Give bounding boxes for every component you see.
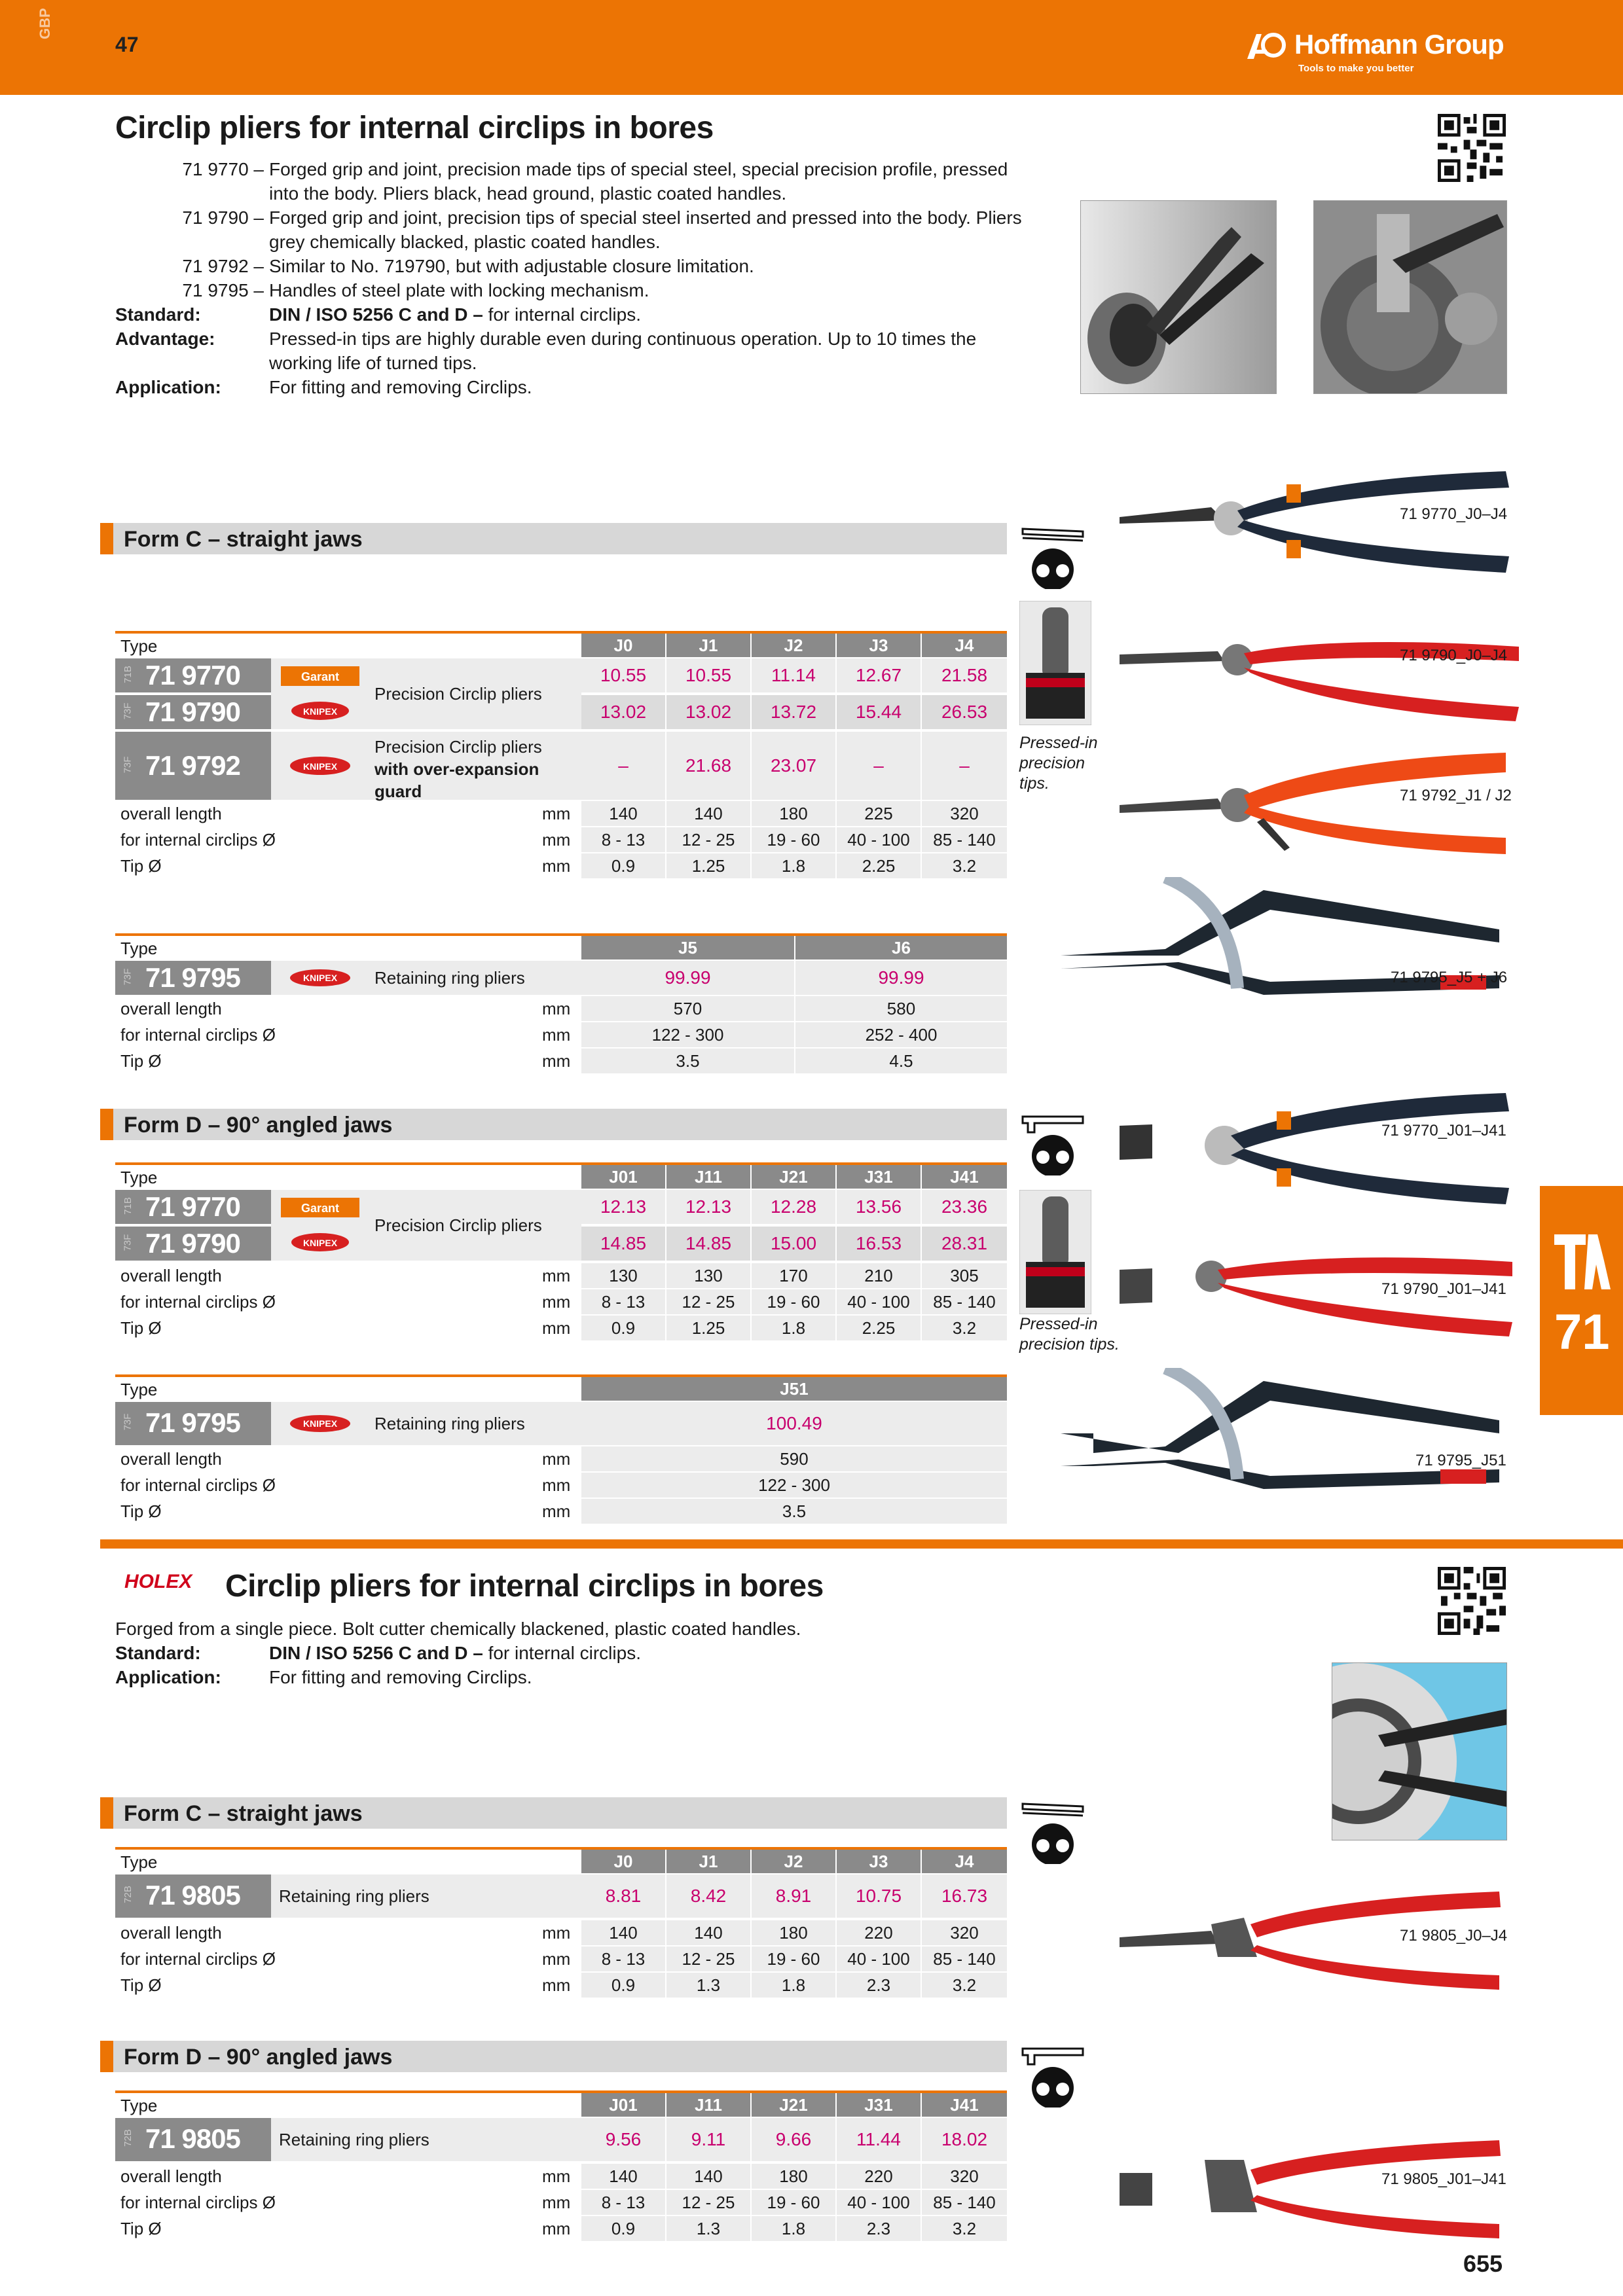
standard-suffix: for internal circlips. bbox=[488, 304, 641, 325]
article-number-719770[interactable]: 71B 71 9770 bbox=[115, 658, 271, 692]
article-number-719790[interactable]: 73F 71 9790 bbox=[115, 695, 271, 729]
hoffmann-logo-icon bbox=[1247, 30, 1288, 60]
standard-label: Standard: bbox=[115, 1643, 201, 1663]
pliers-in-ring-image bbox=[1332, 1663, 1507, 1840]
article-number-719795[interactable]: 73F 71 9795 bbox=[115, 961, 271, 995]
product-row-group: 71B 71 9770 73F 71 9790 Garant KNIPEX Precision Circlip pliers 10.55 10.55 11.14 12.67 21.58 13.02 13.02 13.72 15.44 26.53 bbox=[115, 657, 1007, 730]
article-number-719770[interactable]: 71B 71 9770 bbox=[115, 1190, 271, 1224]
section2-title: Circlip pliers for internal circlips in bores bbox=[225, 1569, 824, 1604]
section2-description bbox=[115, 1617, 1038, 1689]
article-number-719795[interactable]: 73F 71 9795 bbox=[115, 1402, 271, 1445]
type-header-row: Type J0 J1 J2 J3 J4 bbox=[115, 631, 1007, 657]
angled-jaws-icon bbox=[1020, 1110, 1085, 1175]
article-number-719790[interactable]: 73F 71 9790 bbox=[115, 1227, 271, 1261]
application-text: For fitting and removing Circlips. bbox=[269, 377, 532, 397]
standard-label: Standard: bbox=[115, 304, 201, 325]
item-text: Similar to No. 719790, but with adjustable closure limitation. bbox=[269, 256, 754, 276]
pliers-on-gear-image bbox=[1314, 201, 1507, 394]
svg-text:KNIPEX: KNIPEX bbox=[302, 706, 338, 717]
section-divider bbox=[100, 1539, 1623, 1549]
spec-row-length: overall length mm 140 140 180 225 320 bbox=[115, 801, 1007, 826]
form-c-table bbox=[115, 631, 1007, 901]
product-photo-gear bbox=[1313, 200, 1507, 394]
section1-description bbox=[115, 157, 1038, 399]
pliers-in-bore-image bbox=[1081, 201, 1277, 394]
svg-text:Garant: Garant bbox=[301, 670, 340, 683]
form-c2-table: Type J0 J1 J2 J3 J4 72B 71 9805 Retaining ring pliers 8.81 8.42 8.91 10.75 16.73 overall length mm 140 140 180 220 320 for internal circlips Ø mm 8 - 13 12 - 25 19 - 60 40 - 100 85 - 140 Tip Ø mm 0.9 1.3 1.8 2.3 3.2 bbox=[115, 1847, 1007, 1999]
caption-719792-j1-j2: 71 9792_J1 / J2 bbox=[1400, 787, 1512, 804]
caption-719770-j0-j4: 71 9770_J0–J4 bbox=[1400, 505, 1508, 523]
pliers-719805-angled-image bbox=[1113, 2134, 1506, 2245]
article-number-719792[interactable]: 73F 71 9792 bbox=[115, 732, 271, 800]
spec-row-tip: Tip Ø mm 0.9 1.25 1.8 2.25 3.2 bbox=[115, 853, 1007, 878]
svg-text:Garant: Garant bbox=[301, 1202, 340, 1215]
article-number-719805[interactable]: 72B 71 9805 bbox=[115, 1874, 271, 1918]
pliers-719795-angled-image bbox=[1048, 1368, 1506, 1505]
caption-719795-j51: 71 9795_J51 bbox=[1415, 1452, 1506, 1469]
holex-usage-photo bbox=[1332, 1662, 1507, 1840]
form-d2-title: Form D – 90° angled jaws bbox=[124, 2045, 393, 2070]
knipex-logo-icon bbox=[284, 753, 356, 779]
caption-719790-j0-j4: 71 9790_J0–J4 bbox=[1400, 647, 1508, 664]
form-c-header bbox=[100, 523, 1007, 554]
form-c2-title: Form C – straight jaws bbox=[124, 1801, 363, 1826]
item-code: 71 9770 – bbox=[182, 159, 264, 179]
straight-jaws-icon bbox=[1020, 524, 1085, 589]
item-code: 71 9792 – bbox=[182, 256, 264, 276]
intro-text: Forged from a single piece. Bolt cutter chemically blackened, plastic coated handles. bbox=[115, 1619, 801, 1639]
item-text: Handles of steel plate with locking mechanism. bbox=[269, 280, 649, 300]
form-d2-header bbox=[100, 2041, 1007, 2072]
caption-719805-j01-j41: 71 9805_J01–J41 bbox=[1381, 2170, 1506, 2188]
product-row-719792: 73F 71 9792 KNIPEX Precision Circlip pliers with over-expansion guard – 21.68 23.07 – – bbox=[115, 732, 1007, 800]
caption-719805-j0-j4: 71 9805_J0–J4 bbox=[1400, 1927, 1508, 1945]
item-text: Forged grip and joint, precision made tips of special steel, special precision profile, pressed into the body. Pliers black, head ground, plastic coated handles. bbox=[269, 159, 1008, 204]
garant-knipex-logos-icon bbox=[274, 1193, 366, 1258]
form-d-title: Form D – 90° angled jaws bbox=[124, 1113, 393, 1138]
svg-text:KNIPEX: KNIPEX bbox=[302, 761, 338, 772]
application-label: Application: bbox=[115, 1667, 221, 1687]
tip-closeup-image-2 bbox=[1019, 1190, 1091, 1314]
brand-name: Hoffmann Group bbox=[1294, 29, 1504, 60]
knipex-logo bbox=[271, 1402, 369, 1445]
caption-719790-j01-j41: 71 9790_J01–J41 bbox=[1381, 1280, 1506, 1298]
section1-title: Circlip pliers for internal circlips in bores bbox=[115, 111, 714, 145]
garant-knipex-logos-icon bbox=[274, 661, 366, 726]
pliers-719770-angled-image bbox=[1113, 1086, 1519, 1211]
form-d-header bbox=[100, 1109, 1007, 1140]
advantage-text: Pressed-in tips are highly durable even during continuous operation. Up to 10 times the working life of turned tips. bbox=[269, 329, 977, 373]
form-d-table: Type J01 J11 J21 J31 J41 71B 71 9770 73F 71 9790 Garant KNIPEX Precision Circlip pliers 12.13 12.13 12.28 13.56 23.36 14.85 14.85 15.00 16.53 28.31 overall length mm 130 130 170 210 305 for internal circlips Ø mm 8 - 13 12 - 25 19 - 60 40 - 100 85 - 140 Tip Ø mm 0.9 1.25 1.8 2.25 3.2 bbox=[115, 1162, 1007, 1343]
application-label: Application: bbox=[115, 377, 221, 397]
holex-brand: HOLEX bbox=[124, 1571, 192, 1592]
product-photo-straight bbox=[1080, 200, 1277, 394]
brand-logos bbox=[271, 658, 369, 729]
form-d2-table: Type J01 J11 J21 J31 J41 72B 71 9805 Retaining ring pliers 9.56 9.11 9.66 11.44 18.02 overall length mm 140 140 180 220 320 for internal circlips Ø mm 8 - 13 12 - 25 19 - 60 40 - 100 85 - 140 Tip Ø mm 0.9 1.3 1.8 2.3 3.2 bbox=[115, 2090, 1007, 2242]
form-c2-header bbox=[100, 1797, 1007, 1829]
standard-value: DIN / ISO 5256 C and D – bbox=[269, 304, 483, 325]
item-code: 71 9795 – bbox=[182, 280, 264, 300]
straight-jaws-icon bbox=[1020, 1799, 1085, 1864]
standard-suffix: for internal circlips. bbox=[488, 1643, 641, 1663]
svg-text:KNIPEX: KNIPEX bbox=[302, 973, 338, 983]
article-number-719805[interactable]: 72B 71 9805 bbox=[115, 2118, 271, 2161]
brand-tagline: Tools to make you better bbox=[1298, 63, 1414, 74]
form-c-title: Form C – straight jaws bbox=[124, 527, 363, 552]
svg-text:KNIPEX: KNIPEX bbox=[302, 1238, 338, 1248]
item-code: 71 9790 – bbox=[182, 207, 264, 228]
pressed-in-note-2: Pressed-in precision tips. bbox=[1019, 1315, 1120, 1354]
qr-code-icon[interactable] bbox=[1438, 114, 1506, 182]
form-c-retaining-table: Type J5 J6 73F 71 9795 KNIPEX Retaining ring pliers 99.99 99.99 overall length mm 570 580 for internal circlips Ø mm 122 - 300 252 - 400 Tip Ø mm 3.5 4.5 bbox=[115, 933, 1007, 1076]
knipex-logo-icon bbox=[284, 1412, 356, 1435]
top-page-number: 47 bbox=[115, 33, 139, 56]
standard-value: DIN / ISO 5256 C and D – bbox=[269, 1643, 483, 1663]
chapter-number: 71 bbox=[1554, 1304, 1610, 1360]
pliers-719795-image bbox=[1048, 877, 1506, 1014]
chapter-tab[interactable] bbox=[1540, 1186, 1623, 1415]
application-text: For fitting and removing Circlips. bbox=[269, 1667, 532, 1687]
svg-text:KNIPEX: KNIPEX bbox=[302, 1418, 338, 1429]
knipex-logo-icon bbox=[284, 966, 356, 990]
pliers-chapter-icon bbox=[1552, 1228, 1612, 1293]
advantage-label: Advantage: bbox=[115, 329, 215, 349]
side-code: GBP bbox=[37, 8, 53, 39]
form-d-retaining-table: Type J51 73F 71 9795 KNIPEX Retaining ring pliers 100.49 overall length mm 590 for internal circlips Ø mm 122 - 300 Tip Ø mm 3.5 bbox=[115, 1374, 1007, 1526]
caption-719795-j5-j6: 71 9795_J5 + J6 bbox=[1391, 969, 1508, 986]
angled-jaws-icon bbox=[1020, 2042, 1085, 2108]
tip-closeup-image bbox=[1019, 601, 1091, 725]
pliers-719790-image bbox=[1120, 615, 1525, 733]
caption-719770-j01-j41: 71 9770_J01–J41 bbox=[1381, 1122, 1506, 1139]
page-number: 655 bbox=[1463, 2250, 1503, 2277]
brand-logos bbox=[271, 1190, 369, 1261]
qr-code-icon[interactable] bbox=[1438, 1567, 1506, 1635]
knipex-logo bbox=[271, 961, 369, 995]
item-text: Forged grip and joint, precision tips of special steel inserted and pressed into the body. Pliers grey chemically blacked, plastic coated handles. bbox=[269, 207, 1022, 252]
knipex-logo bbox=[271, 732, 369, 800]
brand-logo bbox=[1247, 26, 1509, 79]
spec-row-circlip: for internal circlips Ø mm 8 - 13 12 - 25 19 - 60 40 - 100 85 - 140 bbox=[115, 827, 1007, 852]
pressed-in-note-1: Pressed-in precision tips. bbox=[1019, 734, 1098, 793]
